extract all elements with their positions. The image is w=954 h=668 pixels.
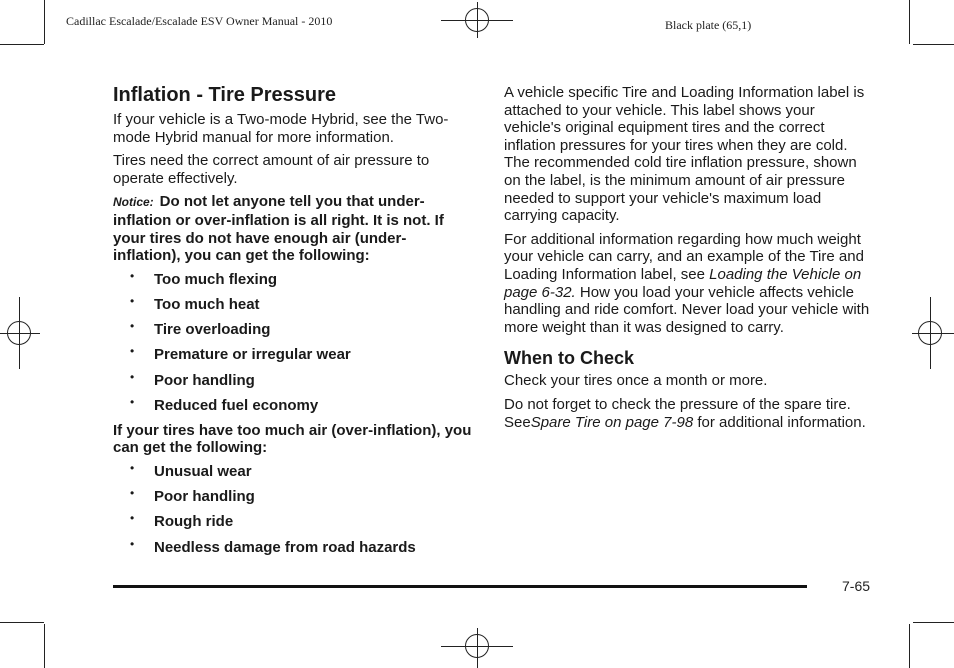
spare-tire-reference-link[interactable]: Spare Tire on page 7-98 — [530, 413, 694, 431]
list-item: • Tire overloading — [130, 319, 271, 339]
page-number: 7-65 — [842, 578, 871, 594]
section-title: Inflation - Tire Pressure — [113, 84, 337, 106]
spare-tire-paragraph: Do not forget to check the pressure of the spare tire. SeeSpare Tire on page 7-98 for additional information. — [504, 395, 866, 431]
when-to-check-heading: When to Check — [504, 348, 635, 369]
loading-info-paragraph: For additional information regarding how much weight your vehicle can carry, and an example of the Tire and Loading Information label, see Loading the Vehicle on page 6-32. How you load your vehicle affects vehicle handling and ride comfort. Never load your vehicle with more weight than it was designed to carry. — [504, 230, 870, 336]
list-item: • Needless damage from road hazards — [130, 536, 416, 556]
right-column — [504, 84, 874, 437]
bullet-icon: • — [130, 268, 135, 283]
label-info-paragraph: A vehicle specific Tire and Loading Information label is attached to your vehicle. This label shows your vehicle's original equipment tires and the correct inflation pressures for your tires when they are cold. The recommended cold tire inflation pressure, shown on the label, is the minimum amount of air pressure needed to support your vehicle's maximum load carrying capacity. — [504, 84, 865, 225]
notice-paragraph — [113, 193, 473, 264]
over-inflation-list — [113, 463, 473, 556]
under-inflation-list — [113, 268, 473, 415]
manual-title: Cadillac Escalade/Escalade ESV Owner Manual - 2010 — [66, 14, 333, 28]
notice-label: Notice: — [113, 195, 154, 210]
over-inflation-text: If your tires have too much air (over-inflation), you can get the following: — [113, 421, 472, 457]
bullet-icon: • — [130, 369, 135, 384]
plate-label: Black plate (65,1) — [665, 18, 752, 32]
bullet-icon: • — [130, 319, 135, 334]
bullet-icon: • — [130, 536, 135, 551]
pressure-intro: Tires need the correct amount of air pressure to operate effectively. — [113, 152, 430, 187]
bullet-icon: • — [130, 461, 135, 476]
list-item: • Too much flexing — [130, 268, 278, 288]
loading-reference-link[interactable]: Loading the Vehicle on page 6-32. — [504, 265, 862, 301]
bullet-icon: • — [130, 511, 135, 526]
list-item: • Unusual wear — [130, 461, 252, 481]
check-frequency-text: Check your tires once a month or more. — [504, 372, 768, 390]
list-item: • Poor handling — [130, 369, 255, 389]
list-item: • Reduced fuel economy — [130, 394, 319, 414]
list-item: • Premature or irregular wear — [130, 344, 351, 364]
bullet-icon: • — [130, 486, 135, 501]
list-item: • Too much heat — [130, 293, 260, 313]
footer-rule — [113, 585, 807, 588]
list-item: • Poor handling — [130, 486, 255, 506]
list-item: • Rough ride — [130, 511, 234, 531]
hybrid-note: If your vehicle is a Two-mode Hybrid, see the Two-mode Hybrid manual for more information. — [113, 111, 449, 146]
bullet-icon: • — [130, 394, 135, 409]
left-column — [113, 84, 473, 564]
notice-text: Do not let anyone tell you that under-inflation or over-inflation is all right. It is not. If your tires do not have enough air (under-inflation), you can get the following: — [113, 193, 444, 265]
bullet-icon: • — [130, 344, 135, 359]
bullet-icon: • — [130, 293, 135, 308]
